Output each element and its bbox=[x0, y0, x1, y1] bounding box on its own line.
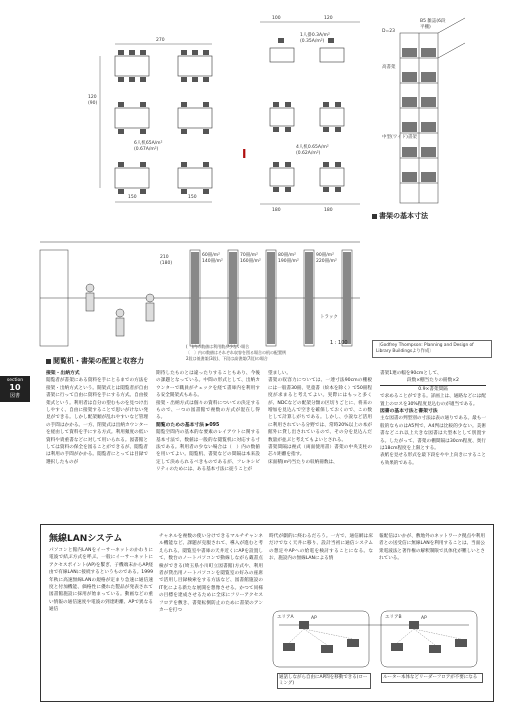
shelf-label: 高書架 bbox=[382, 65, 396, 70]
area-label: 1人掛0.3A/m² bbox=[300, 33, 330, 38]
lan-col-2: チャネルを複数の使い分けできるマルチチャンネル機能など、課題が克服されて、導入が進むと考えられる。閲覧室や書庫の天井近くにAPを設置して、数台のノートパソコンで動線しながら蔵書点検ができる(埼玉県小川町立図書館)方式や、利用者が貸出用ノートパソコンを閲覧室の好みの座席で活用し目録検索をする方法など、図書館施設のIT化による新たな展開を想像させる。かつて同様の目標を達成させるために全床にフリーアクセスフロアを敷き、書架転倒防止のために書架のアンカーを打つ bbox=[159, 534, 263, 614]
ap-label: AP bbox=[311, 616, 317, 621]
capacity-label: 80冊/m² bbox=[278, 253, 296, 258]
section-tab: section 10 図書 bbox=[0, 376, 30, 402]
four-person-tables bbox=[270, 48, 344, 186]
ap-label: AP bbox=[421, 616, 427, 621]
heading-access: 接架・出納方式 bbox=[46, 371, 80, 376]
paragraph: 主な図書の判型別の寸法は表の通りである。最も一般的なものはA5判で、A4判は比較的少ない。美術書などこれ以上大きな図書は大型本として別置する。したがって、書架の棚間隔は30cm程度、奥行は18cm程度を上限とする。 bbox=[380, 416, 486, 452]
chairs bbox=[118, 50, 209, 194]
article-col-2 bbox=[156, 370, 260, 474]
paragraph: 表紙を見せる形式を最下段をやや上向きにすることも効果的である。 bbox=[380, 453, 486, 466]
dim-label: 150 bbox=[188, 195, 197, 200]
article-col-3 bbox=[268, 370, 372, 466]
area-b-label: エリアB bbox=[385, 615, 402, 620]
formula-denominator: 0.9×書架間隔 bbox=[418, 386, 448, 392]
dim-label: 120 bbox=[88, 95, 97, 100]
figure-legend: ( )内の数値は利用数が少ない場合 〔 〕内の数値はそれぞれ収容を図る場合の机の配置例 2段は低書架(3段)、下段は高書架(7段)の場合 bbox=[186, 344, 286, 361]
area-label: (0.67A/m²) bbox=[134, 147, 159, 152]
capacity-label: 190冊/m² bbox=[278, 259, 299, 264]
dim-label: 270 bbox=[156, 38, 165, 43]
paragraph: 書架1連の幅を90cmとして、 bbox=[380, 371, 442, 376]
dim-label: (90) bbox=[88, 101, 98, 106]
heading-dimensions: 閲覧のための基本寸法 ▶095 bbox=[156, 422, 220, 428]
shelf-figure-title: 書架の基本寸法 bbox=[372, 211, 428, 221]
paragraph: 床面積(m²)当たりの収納冊数は、 bbox=[268, 459, 338, 465]
capacity-label: 160冊/m² bbox=[240, 259, 261, 264]
capacity-label: 220冊/m² bbox=[316, 259, 337, 264]
article-col-1 bbox=[46, 370, 148, 466]
six-person-tables bbox=[115, 56, 212, 188]
lan-col-1: パソコンと館内LANをイーサーネットのかわりに電波で結ぶ方式を呼ぶ。一般にイーサーネットにアクセスポイント(AP)を繋ぎ、子機端末からAP経由で有線LANに接続するというものである。1999年秋に高速無線LANの規格が定まり急速に通信速度と付加機能、価格性に優れた製品が発表されて図書館施設に採用が始まっている。動画などの重い情報の通信速度や電波の到達距離、APで異なる通信 bbox=[49, 548, 153, 613]
shelf-label: D=23 bbox=[382, 29, 395, 34]
shelf-label: 中型(ワイド)書架 bbox=[382, 135, 417, 140]
stack-section-figure bbox=[30, 238, 370, 350]
lan-col-3: 時代が劇的に終わるだろう。一方で、通信網は床だけでなく天井に移り、設計当初に通信システムの想定やAPへの給電を検討することになる。なお、施設内の無線LANによる情 bbox=[269, 534, 373, 562]
scale-label: 1 : 100 bbox=[330, 340, 348, 346]
paragraph: 書架の収容力については、一連寸法90cmの棚板には一般書30冊、児童書（絵本を除く）で50冊程度が求まると考えてよい。実際にはもっと多くが、NDCなどの配架分類の区切りごとに、将来の増加を見込んで空きを確保しておくので、この数として計算しがちである。しかし、小説など活用に利用されている分野では、常時20%以上の本が館外に貸し出されているので、その分を見込んだ数量が並ぶと考えてもよいとされる。 bbox=[268, 378, 372, 443]
lan-title: 無線LANシステム bbox=[49, 534, 123, 544]
lan-caption-router: ルーター本体などリーダーフロアが不要になる bbox=[381, 673, 483, 683]
paragraph: 閲覧者が書架にある資料を手にとるまでの方法を接架・出納方式という。開架式とは閲覧者が自由書架に行って自由に資料を手にする方式。自由接架式という。利用者は自分の望むものを見つけ出しやすく、自由に接架することで思いがけない発見ができる。しかし配架順が乱れやすいなど管理の手間はかかる。一方、閉架式は出納カウンターを経由して資料を手にする方式。利用頻度の低い資料や貴重書などに対して用いられる。図書館としては資料の保全を図ることができるが、閲覧者は利用の手間がかかる。閲覧者にとっては目録で選択したものが bbox=[46, 378, 148, 465]
shelf-dimension-figure bbox=[380, 8, 472, 220]
lan-col-4: 報配信はいかが、敷地外のネットワーク拠点や利用者との送受信に無線LANを利用することは、当面公衆電波法と著作権の解釈制限で具体化が難しいとされている。 bbox=[379, 534, 485, 562]
lan-caption-roaming: 通話しながら自由にAP間を移動できる(ローミング) bbox=[277, 673, 371, 689]
dim-label: 120 bbox=[324, 16, 333, 21]
dim-label: 180 bbox=[324, 208, 333, 213]
paragraph: 閲覧空間内の基本的な要素のレイアウトに関する基本寸法で、数値は一般的な閲覧机に対応する寸法である。利用者の少ない場合は（ ）内の数値を用いてよい。閲覧机、書架などの間隔は本来設定して決められるべきものであるが、フレキシビリティのためには、ある基本寸法に従うことが bbox=[156, 430, 260, 473]
capacity-label: 60冊/m² bbox=[202, 253, 220, 258]
paragraph: 接架・出納方式は個々の資料についての決定するもので、一つの図書館で複数の方式が混在し得る。 bbox=[156, 400, 260, 421]
capacity-label: 70冊/m² bbox=[240, 253, 258, 258]
dim-label: 180 bbox=[272, 208, 281, 213]
area-label: (0.35A/m²) bbox=[300, 39, 325, 44]
paragraph: 書架間隔は複式（両面使用書）書架の中央支柱の芯々距離を指す。 bbox=[268, 445, 372, 458]
shelf-label: 平棚) bbox=[420, 25, 431, 30]
capacity-label: 90冊/m² bbox=[316, 253, 334, 258]
shelf-label: B5 雑誌(6段 bbox=[420, 19, 446, 24]
paragraph: で求めることができる。詳画上は、通路などには配置上のロスを30%程度見込むのが適当である。 bbox=[380, 394, 486, 407]
paragraph: 望ましい。 bbox=[268, 371, 291, 376]
area-a-label: エリアA bbox=[277, 615, 294, 620]
truck-label: トラック bbox=[320, 315, 338, 320]
reading-layout-figure bbox=[40, 8, 380, 246]
formula-numerator: 段数×棚当たりの冊数×2 bbox=[380, 377, 486, 385]
layout-figure-title: 閲覧机・書架の配置と収容力 bbox=[46, 356, 144, 366]
heading-book-size: 図書の基本寸法と書架寸法 bbox=[380, 409, 438, 415]
area-label: 6人机65A/m² bbox=[134, 141, 163, 146]
capacity-label: 140冊/m² bbox=[202, 259, 223, 264]
dim-label: 150 bbox=[128, 195, 137, 200]
area-label: (0.62A/m²) bbox=[296, 151, 321, 156]
dim-label: (180) bbox=[160, 261, 173, 266]
paragraph: 期待したものとは違ったりすることもあり、今後の課題となっている。中間の形式として、出納カウンターで職員がチェックを経て書庫内を利用する安全開架式もある。 bbox=[156, 371, 260, 399]
dim-label: 210 bbox=[160, 255, 169, 260]
source-note: 〔Godfrey Thompson: Planning and Design of Library Buildingsより作成〕 bbox=[372, 340, 492, 358]
dim-label: 100 bbox=[272, 16, 281, 21]
wireless-lan-box bbox=[40, 524, 494, 702]
article-col-4 bbox=[380, 370, 486, 467]
area-label: 4人机0.65A/m² bbox=[296, 145, 329, 150]
section-marker: I bbox=[242, 147, 247, 161]
